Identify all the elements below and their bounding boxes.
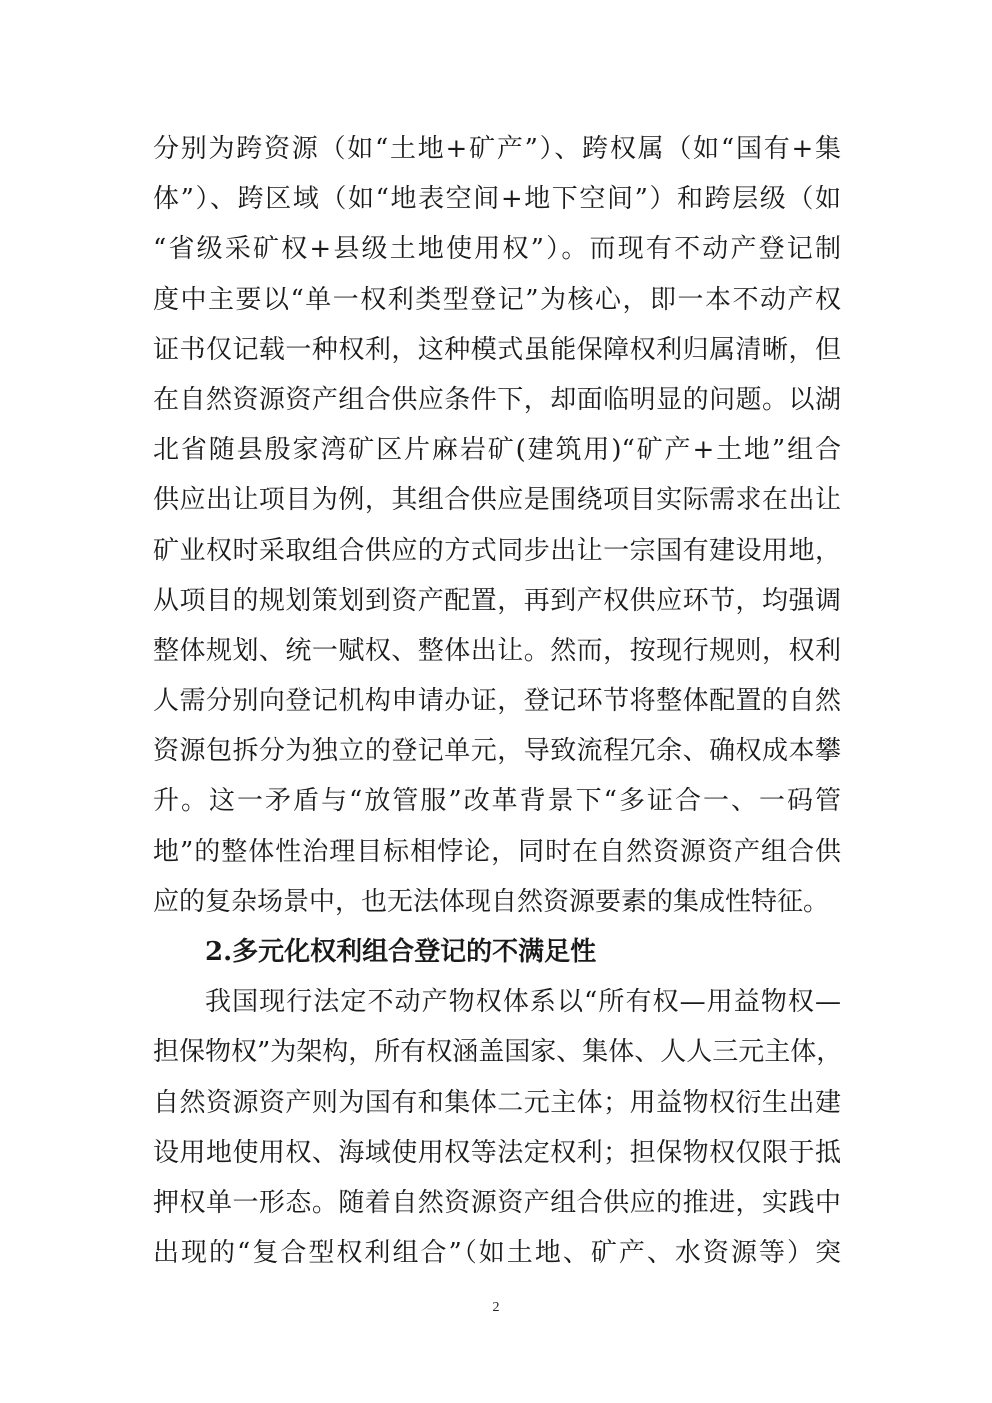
text-line: 整体规划、统一赋权、整体出让。然而，按现行规则，权利 xyxy=(153,635,841,666)
text-line: 证书仅记载一种权利，这种模式虽能保障权利归属清晰，但 xyxy=(153,334,841,365)
text-line: 地”的整体性治理目标相悖论，同时在自然资源资产组合供 xyxy=(153,836,841,867)
text-line: 体”）、跨区域（如“地表空间+地下空间”）和跨层级（如 xyxy=(153,184,841,215)
text-line: “省级采矿权+县级土地使用权”）。而现有不动产登记制 xyxy=(153,234,841,265)
text-line: 应的复杂场景中，也无法体现自然资源要素的集成性特征。 xyxy=(153,886,830,917)
text-line: 北省随县殷家湾矿区片麻岩矿(建筑用)“矿产+土地”组合 xyxy=(153,435,841,466)
text-line: 出现的“复合型权利组合”（如土地、矿产、水资源等）突 xyxy=(153,1238,841,1269)
text-line: 资源包拆分为独立的登记单元，导致流程冗余、确权成本攀 xyxy=(153,736,841,767)
text-line: 升。这一矛盾与“放管服”改革背景下“多证合一、一码管 xyxy=(153,786,841,817)
text-line: 供应出让项目为例，其组合供应是围绕项目实际需求在出让 xyxy=(153,485,841,516)
text-line: 在自然资源资产组合供应条件下，却面临明显的问题。以湖 xyxy=(153,384,841,415)
section-heading: 2.多元化权利组合登记的不满足性 xyxy=(205,937,597,967)
text-line: 设用地使用权、海域使用权等法定权利；担保物权仅限于抵 xyxy=(153,1137,841,1168)
text-line: 从项目的规划策划到资产配置，再到产权供应环节，均强调 xyxy=(153,585,841,616)
text-line: 人需分别向登记机构申请办证，登记环节将整体配置的自然 xyxy=(153,686,841,717)
text-line: 担保物权”为架构，所有权涵盖国家、集体、人人三元主体， xyxy=(153,1037,843,1068)
page-number: 2 xyxy=(492,1300,500,1315)
text-line: 矿业权时采取组合供应的方式同步出让一宗国有建设用地， xyxy=(153,535,841,566)
text-line: 自然资源资产则为国有和集体二元主体；用益物权衍生出建 xyxy=(153,1087,841,1118)
text-line: 我国现行法定不动产物权体系以“所有权—用益物权— xyxy=(205,987,841,1018)
text-line: 分别为跨资源（如“土地+矿产”）、跨权属（如“国有+集 xyxy=(153,134,841,164)
text-line: 度中主要以“单一权利类型登记”为核心，即一本不动产权 xyxy=(153,284,841,315)
body-text xyxy=(153,124,841,1278)
text-line: 押权单一形态。随着自然资源资产组合供应的推进，实践中 xyxy=(153,1187,841,1218)
